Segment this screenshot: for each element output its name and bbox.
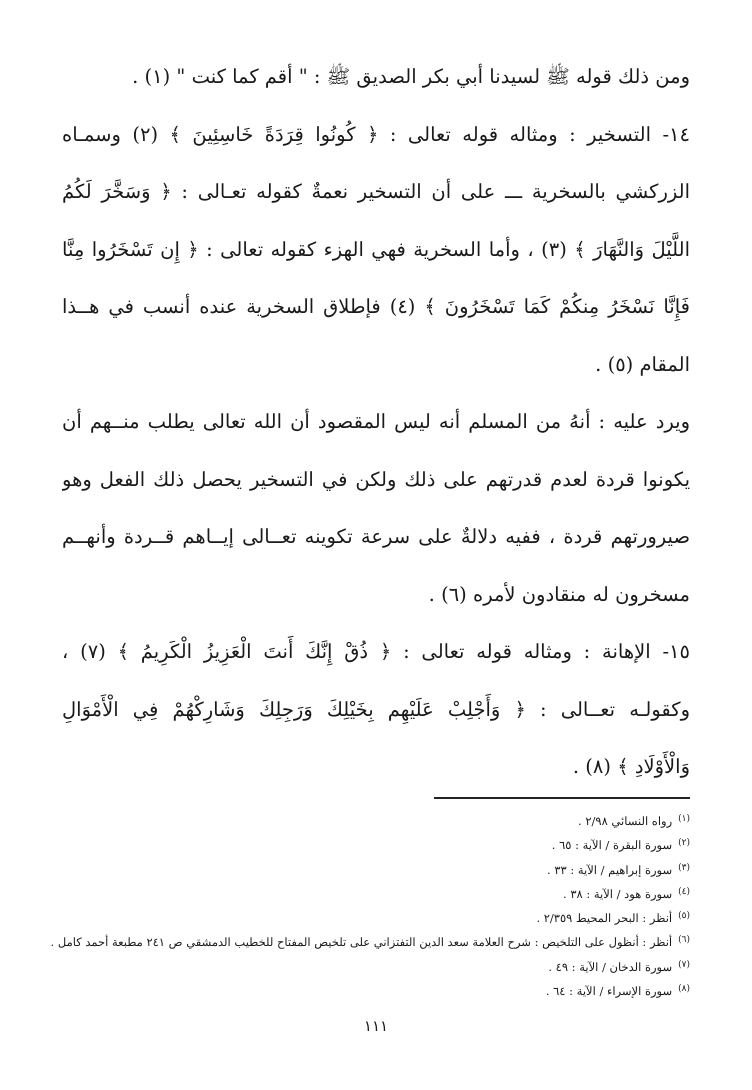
- text-line: صيرورتهم قردة ، ففيه دلالةٌ على سرعة تكوينه تعــالى إيــاهم قــردة وأنهــم: [62, 525, 690, 548]
- text-line: يكونوا قردة لعدم قدرتهم على ذلك ولكن في التسخير يحصل ذلك الفعل وهو: [62, 467, 690, 491]
- text-line: وَالْأَوْلَادِ ﴾ (٨) .: [572, 755, 690, 778]
- paragraph-1: [62, 48, 690, 106]
- footnote-number: (٧): [678, 959, 690, 970]
- footnote-text: سورة الدخان / الآية : ٤٩ .: [548, 959, 673, 974]
- footnote: [40, 808, 690, 832]
- paragraph-4: [62, 623, 690, 796]
- footnote-number: (٥): [678, 911, 690, 922]
- footnote: [40, 954, 690, 978]
- footnote-number: (٢): [678, 838, 690, 849]
- text-line: ويرد عليه : أنهُ من المسلم أنه ليس المقصود أن الله تعالى يطلب منــهم أن: [62, 410, 690, 433]
- text-line: ١٥- الإهانة : ومثاله قوله تعالى : ﴿ ذُقْ إِنَّكَ أَنتَ الْعَزِيزُ الْكَرِيمُ ﴾ (٧) ،: [62, 640, 690, 663]
- text-line: اللَّيْلَ وَالنَّهَارَ ﴾ (٣) ، وأما السخرية فهي الهزء كقوله تعالى : ﴿ إِن تَسْخَرُوا مِنَّا: [62, 237, 690, 261]
- footnote-text: أنظر : البحر المحيط ٢/٣٥٩ .: [536, 911, 673, 926]
- footnote-text: أنظر : أنظول على التلخيص : شرح العلامة سعد الدين التفتزاني على تلخيص المفتاح للخطيب الدمشقي ص ٢٤١ مطبعة أحمد كامل .: [50, 935, 673, 950]
- footnote-text: رواه النسائي ٢/٩٨ .: [578, 814, 673, 828]
- footnote: [40, 929, 690, 953]
- footnote-number: (٨): [678, 984, 690, 995]
- footnote-separator: [434, 797, 690, 799]
- footnote: [40, 857, 690, 881]
- paragraph-2: [62, 106, 690, 394]
- main-text: [62, 48, 690, 796]
- footnote-text: سورة الإسراء / الآية : ٦٤ .: [545, 984, 673, 999]
- footnote-text: سورة إبراهيم / الآية : ٣٣ .: [547, 862, 673, 877]
- text-line: المقام (٥) .: [595, 352, 690, 376]
- footnote-text: سورة البقرة / الآية : ٦٥ .: [551, 838, 673, 853]
- footnote: [40, 978, 690, 1002]
- footnote: [40, 881, 690, 905]
- paragraph-3: [62, 393, 690, 623]
- footnote: [40, 832, 690, 856]
- footnote-number: (٤): [678, 886, 690, 897]
- footnote-number: (٣): [678, 862, 690, 873]
- footnote-number: (١): [678, 814, 690, 824]
- text-line: الزركشي بالسخرية ـــ على أن التسخير نعمةٌ كقوله تعـالى : ﴿ وَسَخَّرَ لَكُمُ: [62, 180, 690, 203]
- page-number: ١١١: [363, 1017, 389, 1035]
- text-line: مسخرون له منقادون لأمره (٦) .: [428, 582, 690, 606]
- text-line: فَإِنَّا نَسْخَرُ مِنكُمْ كَمَا تَسْخَرُونَ ﴾ (٤) فإطلاق السخرية عنده أنسب في هــذا: [62, 295, 690, 318]
- footnote-number: (٦): [678, 935, 690, 946]
- footnote: [40, 905, 690, 929]
- footnotes: [40, 808, 690, 1002]
- footnote-text: سورة هود / الآية : ٣٨ .: [563, 886, 673, 901]
- text-line: وكقولـه تعــالى : ﴿ وَأَجْلِبْ عَلَيْهِم بِخَيْلِكَ وَرَجِلِكَ وَشَارِكْهُمْ فِي الْأَمْوَالِ: [62, 697, 690, 721]
- text-line: ومن ذلك قوله ﷺ لسيدنا أبي بكر الصديق ﷺ : " أقم كما كنت " (١) .: [132, 65, 690, 88]
- text-line: ١٤- التسخير : ومثاله قوله تعالى : ﴿ كُونُوا قِرَدَةً خَاسِئِينَ ﴾ (٢) وسمـاه: [62, 122, 690, 146]
